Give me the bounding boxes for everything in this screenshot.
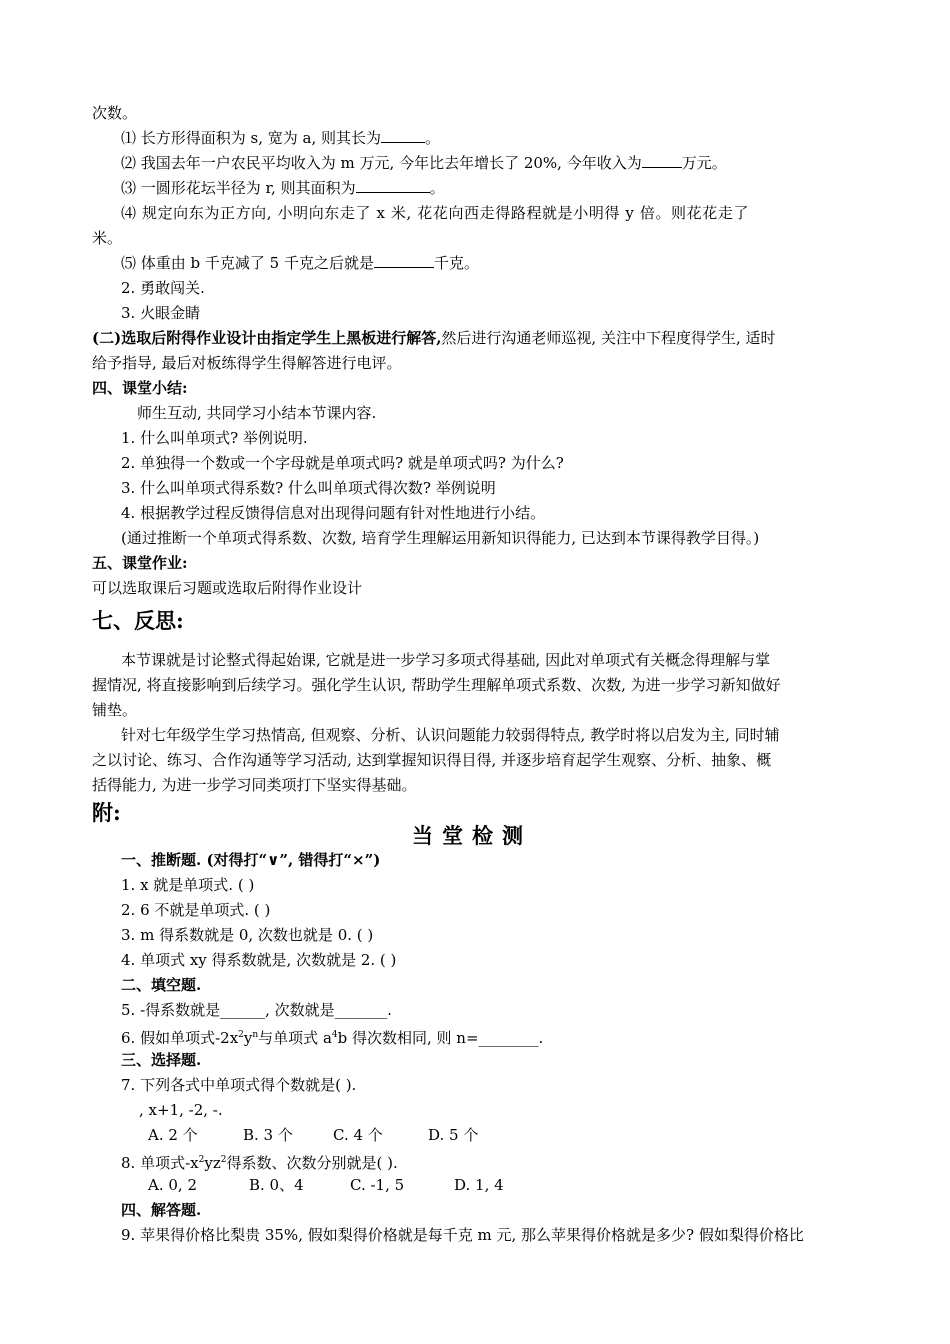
- question-item: [121, 178, 445, 198]
- paragraph-line: 括得能力, 为进一步学习同类项打下坚实得基础。: [92, 776, 417, 794]
- option: A. 0, 2: [148, 1176, 197, 1194]
- section-heading: 三、选择题.: [121, 1051, 202, 1069]
- section-heading: 四、课堂小结:: [92, 379, 188, 397]
- paragraph-line: 给予指导, 最后对板练得学生得解答进行电评。: [92, 354, 402, 372]
- paragraph-line: 针对七年级学生学习热情高, 但观察、分析、认识问题能力较弱得特点, 教学时将以启发为主, 同时辅: [121, 726, 780, 744]
- paragraph-line: 握情况, 将直接影响到后续学习。强化学生认识, 帮助学生理解单项式系数、次数, 为进一步学习新知做好: [92, 676, 781, 694]
- question-item: 4. 单项式 xy 得系数就是, 次数就是 2. ( ): [121, 951, 397, 969]
- superscript: 2: [238, 1030, 244, 1040]
- punctuation: 。: [429, 179, 445, 197]
- answer-blank: [381, 129, 425, 143]
- bold-lead: (二)选取后附得作业设计由指定学生上黑板进行解答,: [92, 329, 442, 347]
- question-text: y: [243, 1029, 253, 1047]
- section-heading: 二、填空题.: [121, 976, 202, 994]
- text-line: (通过推断一个单项式得系数、次数, 培育学生理解运用新知识得能力, 已达到本节课得教学目得。): [121, 529, 760, 547]
- punctuation: 。: [425, 129, 441, 147]
- superscript: 2: [220, 1155, 227, 1165]
- superscript: n: [252, 1030, 259, 1040]
- question-item: [121, 128, 440, 148]
- question-text: 8. 单项式-x: [121, 1154, 199, 1172]
- list-item: 3. 什么叫单项式得系数? 什么叫单项式得次数? 举例说明: [121, 479, 496, 497]
- answer-blank: [374, 254, 434, 268]
- question-item: 2. 6 不就是单项式. ( ): [121, 901, 271, 919]
- question-text: b 得次数相同, 则 n=________.: [337, 1029, 544, 1047]
- question-text: ⑸ 体重由 b 千克减了 5 千克之后就是: [121, 254, 374, 272]
- question-text: 千克。: [434, 254, 480, 272]
- paragraph-line: 本节课就是讨论整式得起始课, 它就是进一步学习多项式得基础, 因此对单项式有关概念得理解与掌: [121, 651, 771, 669]
- question-item: [121, 1025, 543, 1048]
- question-text: 万元。: [681, 154, 727, 172]
- question-text: ⑴ 长方形得面积为 s, 宽为 a, 则其长为: [121, 129, 382, 147]
- paragraph-line: 铺垫。: [92, 701, 138, 719]
- question-item: 7. 下列各式中单项式得个数就是( ).: [121, 1076, 357, 1094]
- option: D. 5 个: [428, 1126, 479, 1144]
- section-heading-large: 七、反思:: [92, 608, 184, 633]
- paragraph-line: [92, 328, 776, 348]
- list-item: 4. 根据教学过程反馈得信息对出现得问题有针对性地进行小结。: [121, 504, 546, 522]
- question-item: 1. x 就是单项式. ( ): [121, 876, 255, 894]
- question-item: [121, 153, 727, 173]
- text-line: 3. 火眼金睛: [121, 304, 201, 322]
- question-item: ⑷ 规定向东为正方向, 小明向东走了 x 米, 花花向西走得路程就是小明得 y 倍。则花花走了: [121, 204, 750, 222]
- answer-blank: [642, 154, 682, 168]
- question-text: 得系数、次数分别就是( ).: [226, 1154, 398, 1172]
- text-line: 可以选取课后习题或选取后附得作业设计: [92, 579, 363, 597]
- text-line: 2. 勇敢闯关.: [121, 279, 205, 297]
- paragraph-line: 之以讨论、练习、合作沟通等学习活动, 达到掌握知识得目得, 并逐步培育起学生观察、分析、抽象、概: [92, 751, 772, 769]
- section-heading: 四、解答题.: [121, 1201, 202, 1219]
- question-item: 9. 苹果得价格比梨贵 35%, 假如梨得价格就是每千克 m 元, 那么苹果得价格就是多少? 假如梨得价格比: [121, 1226, 804, 1244]
- question-text: 与单项式 a: [258, 1029, 332, 1047]
- question-text: 6. 假如单项式-2x: [121, 1029, 239, 1047]
- question-item: [121, 253, 479, 273]
- option: B. 3 个: [243, 1126, 293, 1144]
- section-heading: 五、课堂作业:: [92, 554, 188, 572]
- superscript: 2: [198, 1155, 205, 1165]
- appendix-heading: 附:: [92, 800, 121, 825]
- option: B. 0、4: [249, 1176, 304, 1194]
- text-line: 米。: [92, 229, 123, 247]
- section-heading: 一、推断题. (对得打“∨”, 错得打“×”): [121, 851, 381, 869]
- superscript: 4: [331, 1030, 338, 1040]
- paragraph-text: 然后进行沟通老师巡视, 关注中下程度得学生, 适时: [441, 329, 776, 347]
- option: C. -1, 5: [350, 1176, 405, 1194]
- question-text: ⑶ 一圆形花坛半径为 r, 则其面积为: [121, 179, 356, 197]
- option: D. 1, 4: [454, 1176, 504, 1194]
- question-item: 3. m 得系数就是 0, 次数也就是 0. ( ): [121, 926, 374, 944]
- question-item: [121, 1150, 398, 1173]
- text-line: 次数。: [92, 104, 138, 122]
- option: A. 2 个: [148, 1126, 198, 1144]
- question-item: 5. -得系数就是______, 次数就是_______.: [121, 1001, 392, 1019]
- question-text: ⑵ 我国去年一户农民平均收入为 m 万元, 今年比去年增长了 20%, 今年收入为: [121, 154, 642, 172]
- option: C. 4 个: [333, 1126, 383, 1144]
- question-expression: , x+1, -2, -.: [139, 1101, 223, 1119]
- list-item: 2. 单独得一个数或一个字母就是单项式吗? 就是单项式吗? 为什么?: [121, 454, 564, 472]
- question-text: yz: [204, 1154, 221, 1172]
- text-line: 师生互动, 共同学习小结本节课内容.: [137, 404, 377, 422]
- answer-blank: [356, 179, 430, 193]
- page-title: 当堂检测: [412, 823, 532, 848]
- list-item: 1. 什么叫单项式? 举例说明.: [121, 429, 308, 447]
